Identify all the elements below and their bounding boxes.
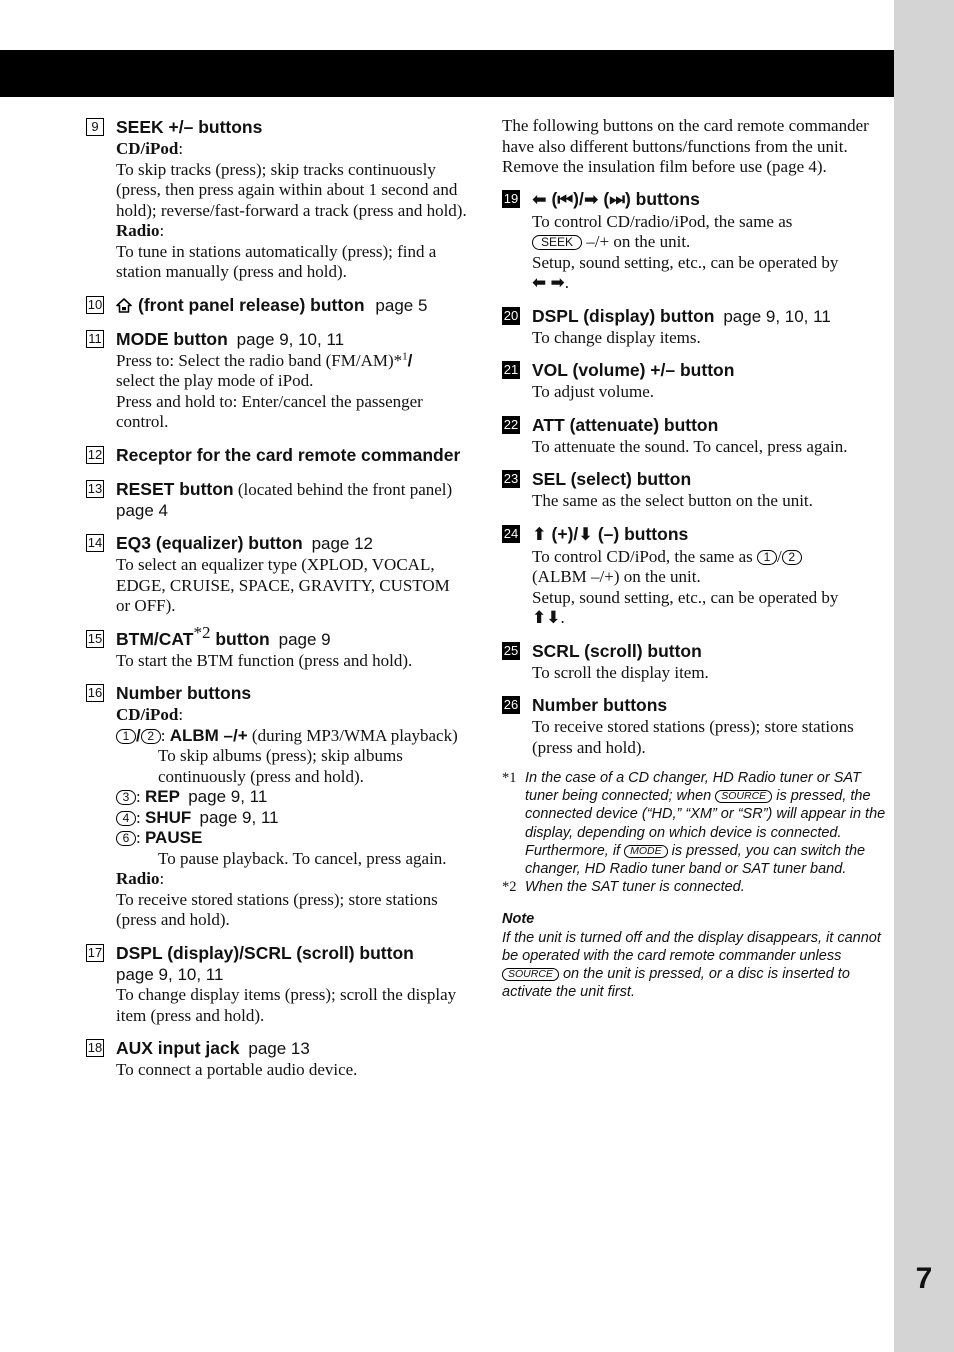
item-title: Number buttons	[532, 695, 668, 715]
page-number: 7	[915, 1262, 933, 1295]
key-2-icon: 2	[782, 550, 802, 565]
next-track-icon: ⏭	[609, 189, 625, 210]
key-6-icon: 6	[116, 831, 136, 846]
note-block	[502, 910, 886, 1001]
item-text: (located behind the front panel)	[237, 479, 453, 499]
item-text: The same as the select button on the unit.	[532, 491, 813, 510]
page-ref: page 5	[375, 295, 428, 315]
eject-icon	[116, 298, 132, 313]
item-title: RESET button	[116, 478, 234, 499]
page-ref: page 12	[311, 534, 374, 553]
page-ref: page 4	[116, 500, 168, 520]
item-text: To tune in stations automatically (press); find a station manually (press and hold).	[116, 241, 437, 281]
item-text: To adjust volume.	[532, 382, 655, 401]
intro-text: The following buttons on the card remote commander have also different buttons/functions from the unit. Remove the insulation film before use (page 4).	[502, 116, 869, 176]
slash: /	[407, 350, 413, 370]
source-key-icon: SOURCE	[715, 790, 772, 803]
arrow-left-icon: ⬅	[532, 273, 547, 293]
footnote-text: is pressed, you can switch the changer, HD Radio tuner band or SAT tuner band.	[525, 842, 866, 878]
item-title: SEL (select) button	[532, 469, 692, 489]
page-ref: page 9, 10, 11	[236, 329, 345, 349]
item-scrl-button	[502, 640, 886, 684]
item-title: (front panel release) button	[138, 294, 365, 315]
item-text: To connect a portable audio device.	[116, 1060, 358, 1079]
item-title: Number buttons	[116, 683, 252, 703]
key-4-icon: 4	[116, 811, 136, 826]
item-title: DSPL (display)/SCRL (scroll) button	[116, 942, 414, 963]
item-number: 20	[503, 307, 519, 323]
item-number: 25	[503, 642, 519, 658]
item-number: 18	[87, 1040, 103, 1055]
item-number: 24	[503, 525, 519, 541]
arrow-right-icon: ➡	[550, 273, 565, 293]
footnote-text: In the case of a CD changer, HD Radio tuner or SAT tuner being connected; when	[525, 770, 861, 805]
item-front-panel-release	[86, 294, 468, 317]
left-column	[86, 116, 468, 1092]
item-number: 19	[503, 190, 519, 206]
item-aux-input-jack	[86, 1037, 468, 1081]
footnote-text: is pressed, the connected device (“HD,” “XM” or “SR”) will appear in the display, depending on which device is connected. Furthermore, if	[525, 788, 886, 859]
key-1-icon: 1	[116, 729, 136, 744]
item-text: select the play mode of iPod.	[116, 371, 314, 390]
item-sel-button	[502, 468, 886, 512]
key-3-icon: 3	[116, 790, 136, 805]
item-text: Setup, sound setting, etc., can be operated by	[532, 587, 839, 607]
footnote-mark: *2	[502, 879, 517, 896]
item-arrow-left-right-buttons: 19 ⬅ (⏮)/➡ (⏭) buttons To control CD/radio/iPod, the same as SEEK –/+ on the unit. Setup, sound setting, etc., can be operated by ⬅ ➡.	[502, 188, 886, 294]
right-column	[502, 116, 886, 1001]
sub-label: Radio	[116, 869, 160, 888]
key-2-icon: 2	[141, 729, 161, 744]
item-dspl-scrl-button	[86, 942, 468, 1027]
note-text: on the unit is pressed, or a disc is inserted to activate the unit first.	[502, 966, 850, 1001]
item-receptor	[86, 444, 468, 467]
arrow-up-icon: ⬆	[532, 608, 547, 628]
item-text: To receive stored stations (press); store stations (press and hold).	[532, 717, 854, 757]
header-bar	[0, 50, 894, 97]
page-ref: page 9, 11	[188, 787, 268, 806]
item-number: 21	[503, 362, 519, 377]
item-text: To pause playback. To cancel, press again.	[158, 848, 447, 868]
item-number: 11	[86, 330, 104, 348]
footnote-1	[502, 769, 886, 878]
item-reset-button	[86, 478, 468, 522]
item-text: Press and hold to: Enter/cancel the passenger control.	[116, 391, 423, 431]
page-ref: page 13	[248, 1039, 310, 1058]
item-text: To control CD/radio/iPod, the same as	[532, 211, 793, 231]
item-dspl-button	[502, 305, 886, 349]
mode-key-icon: MODE	[624, 845, 668, 858]
sub-label: CD/iPod	[116, 139, 179, 158]
item-number: 14	[87, 535, 103, 550]
footnote-ref: 1	[402, 349, 408, 362]
page-ref: page 9, 10, 11	[723, 306, 831, 326]
item-remote-number-buttons	[502, 694, 886, 758]
item-text: –/+ on the unit.	[586, 232, 691, 251]
item-title: EQ3 (equalizer) button	[116, 533, 303, 553]
item-title: DSPL (display) button	[532, 305, 715, 326]
footnote-ref: *2	[193, 622, 211, 642]
item-text: To receive stored stations (press); store stations (press and hold).	[116, 889, 438, 929]
item-title: Receptor for the card remote commander	[116, 444, 461, 465]
item-title: buttons	[635, 188, 700, 209]
item-title: BTM/CAT	[116, 628, 194, 649]
item-title: MODE button	[116, 328, 228, 349]
item-btm-cat-button	[86, 622, 468, 672]
item-text: To start the BTM function (press and hold).	[116, 650, 413, 670]
arrow-down-icon: ⬇	[578, 524, 593, 545]
item-text: Press to: Select the radio band (FM/AM)*	[116, 350, 403, 370]
item-title: (–) buttons	[597, 523, 689, 544]
key-1-icon: 1	[757, 550, 777, 565]
item-text: To skip tracks (press); skip tracks continuously (press, then press again within about 1 second and hold); reverse/fast-forward a track (press and hold).	[116, 159, 467, 220]
side-tab-strip	[894, 0, 954, 1352]
arrow-down-icon: ⬇	[546, 608, 561, 628]
note-title: Note	[502, 911, 535, 928]
item-seek-buttons: 9 SEEK +/– buttons CD/iPod: To skip tracks (press); skip tracks continuously (press, then press again within about 1 second and hold); reverse/fast-forward a track (press and hold). Radio: To tune in stations automatically (press); find a station manually (press and hold).	[86, 116, 468, 283]
item-number: 16	[87, 685, 103, 700]
item-number: 17	[87, 944, 103, 960]
sub-label: Radio	[116, 221, 160, 240]
function-label: SHUF	[144, 807, 192, 827]
item-number: 9	[86, 118, 104, 136]
item-mode-button	[86, 328, 468, 433]
item-text: To select an equalizer type (XPLOD, VOCAL, EDGE, CRUISE, SPACE, GRAVITY, CUSTOM or OFF).	[116, 555, 450, 615]
item-text: To scroll the display item.	[532, 662, 709, 682]
function-label: ALBM –/+	[169, 725, 248, 745]
item-text: Setup, sound setting, etc., can be operated by	[532, 252, 839, 272]
note-text: If the unit is turned off and the display disappears, it cannot be operated with the card remote commander unless	[502, 929, 881, 964]
item-text: (during MP3/WMA playback)	[251, 725, 458, 745]
item-number: 26	[503, 697, 519, 712]
function-label: REP	[144, 787, 180, 806]
item-text: To change display items.	[532, 327, 701, 347]
item-number: 23	[503, 471, 519, 486]
item-text: (ALBM –/+) on the unit.	[532, 567, 701, 586]
footnote-mark: *1	[502, 770, 517, 786]
arrow-up-icon: ⬆	[532, 524, 547, 545]
item-text: To attenuate the sound. To cancel, press again.	[532, 436, 848, 456]
item-number: 13	[87, 480, 103, 496]
item-number: 12	[87, 446, 103, 462]
item-vol-button	[502, 359, 886, 403]
item-att-button	[502, 414, 886, 458]
item-title: SCRL (scroll) button	[532, 640, 702, 661]
item-title: button	[215, 628, 270, 649]
previous-track-icon: ⏮	[557, 189, 574, 210]
source-key-icon: SOURCE	[502, 968, 559, 981]
item-eq3-button	[86, 532, 468, 617]
item-number: 22	[503, 416, 519, 432]
footnote-2	[502, 878, 886, 896]
item-title: (+)/	[551, 523, 579, 544]
footnote-text: When the SAT tuner is connected.	[525, 879, 745, 896]
sub-label: CD/iPod	[116, 705, 179, 724]
item-title: SEEK +/– buttons	[116, 117, 263, 137]
item-text: To skip albums (press); skip albums continuously (press and hold).	[158, 746, 403, 786]
item-title: AUX input jack	[116, 1038, 240, 1058]
item-number: 15	[87, 630, 103, 646]
seek-key-icon: SEEK	[532, 235, 582, 250]
item-title: VOL (volume) +/– button	[532, 360, 735, 380]
page-ref: page 9, 10, 11	[116, 964, 224, 984]
item-text: To control CD/iPod, the same as	[532, 546, 753, 566]
item-arrow-up-down-buttons: 24 ⬆ (+)/⬇ (–) buttons To control CD/iPod, the same as 1 / 2 (ALBM –/+) on the unit. Setup, sound setting, etc., can be operated by ⬆⬇.	[502, 523, 886, 629]
arrow-right-icon: ➡	[583, 189, 599, 210]
item-title: ATT (attenuate) button	[532, 414, 719, 435]
item-number: 10	[87, 296, 103, 312]
item-number-buttons: 16 Number buttons CD/iPod: 1 / 2 : ALBM –/+ (during MP3/WMA playback) To skip albums (press); skip albums continuously (press and hold). 3 : REP page 9, 11 4 : SHUF page 9, 11 6 : PAUSE To pause playback. To cancel, press again. Radio: To receive stored stations (press); store stations (press and hold).	[86, 682, 468, 931]
page-ref: page 9, 11	[199, 807, 279, 827]
item-text: To change display items (press); scroll the display item (press and hold).	[116, 985, 457, 1025]
page-ref: page 9	[278, 629, 331, 649]
arrow-left-icon: ⬅	[532, 189, 547, 210]
function-label: PAUSE	[144, 828, 203, 847]
